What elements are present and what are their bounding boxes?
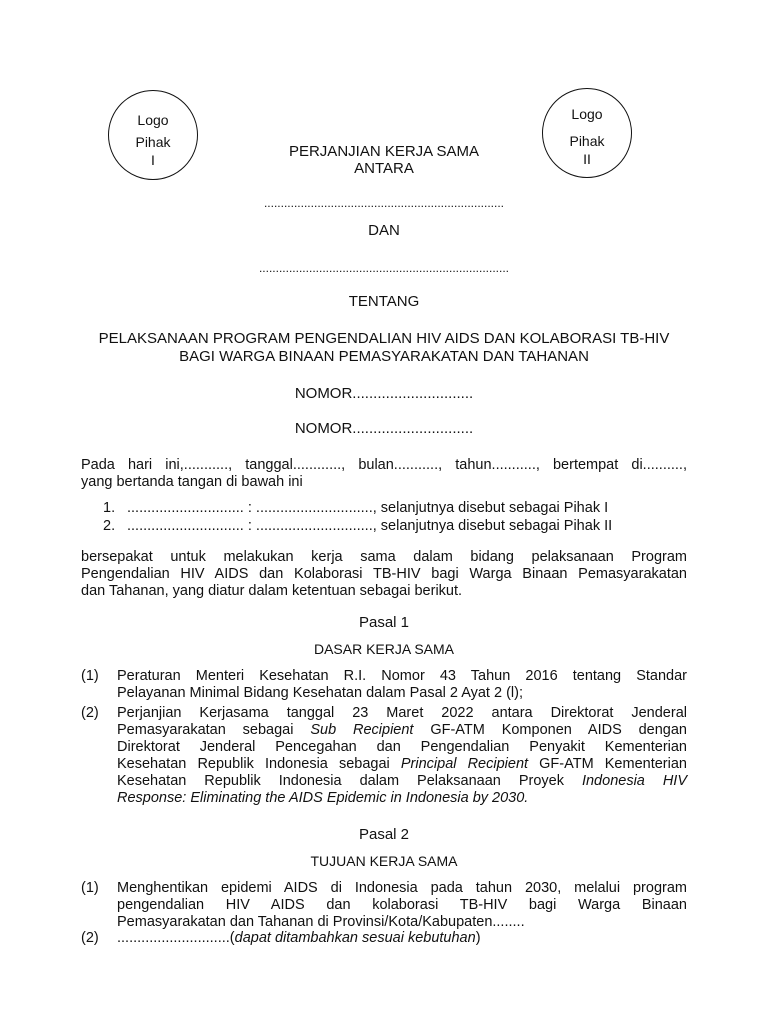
opening-line-1: Pada hari ini,..........., tanggal............, bulan..........., tahun..........., bertempat di..........,	[81, 457, 687, 473]
principal-recipient-term: Principal Recipient	[400, 756, 529, 772]
pasal-2-item-1-line-3: Pemasyarakatan dan Tahanan di Provinsi/Kota/Kabupaten........	[117, 914, 525, 930]
pasal-1-item-2-line-2	[117, 722, 687, 739]
pasal-1-item-1-text	[117, 668, 687, 702]
logo-pihak-1	[108, 90, 198, 180]
pasal-1-item-2-text	[117, 705, 687, 807]
pasal-2-title: Pasal 2	[358, 826, 410, 843]
opening-line-2: yang bertanda tangan di bawah ini	[81, 474, 303, 490]
logo-pihak-2	[542, 88, 632, 178]
agreement-paragraph	[81, 549, 687, 600]
pasal-1-item-2-line-6: Response: Eliminating the AIDS Epidemic in Indonesia by 2030.	[117, 790, 529, 806]
pasal-2-item-1-number: (1)	[81, 880, 99, 896]
party-2-text: ............................. : ............................., selanjutnya disebut sebagai Pihak II	[127, 518, 613, 534]
pasal-1-item-2-line-5	[117, 773, 687, 790]
line-4-part-c: GF-ATM Kementerian	[528, 756, 687, 772]
agreement-line-2: Pengendalian HIV AIDS dan Kolaborasi TB-HIV bagi Warga Binaan Pemasyarakatan	[81, 566, 687, 582]
agreement-line-1: bersepakat untuk melakukan kerja sama dalam bidang pelaksanaan Program	[81, 549, 687, 565]
pasal-1-item-2-line-3: Direktorat Jenderal Pencegahan dan Pengendalian Penyakit Kementerian	[117, 739, 687, 755]
subject-heading	[0, 330, 768, 366]
pasal-1-item-1-line-1: Peraturan Menteri Kesehatan R.I. Nomor 43 Tahun 2016 tentang Standar	[117, 668, 687, 684]
opening-paragraph	[81, 457, 687, 491]
nomor-1: NOMOR.............................	[294, 385, 474, 402]
logo-pihak-2-line1: Logo	[571, 106, 603, 122]
pasal-2-heading: TUJUAN KERJA SAMA	[310, 853, 458, 869]
title-line-1: PERJANJIAN KERJA SAMA	[288, 143, 480, 160]
pasal-1-item-2-number: (2)	[81, 705, 99, 721]
sub-recipient-term: Sub Recipient	[310, 722, 414, 738]
project-name-part-1: Indonesia HIV	[581, 773, 688, 789]
party-2-placeholder: ...........................................................................	[258, 261, 510, 275]
pasal-1-item-2-line-1: Perjanjian Kerjasama tanggal 23 Maret 2022 antara Direktorat Jenderal	[117, 705, 687, 721]
logo-pihak-2-line3: II	[583, 151, 591, 167]
line-2-part-a: Pemasyarakatan sebagai	[117, 722, 311, 738]
line-5-part-a: Kesehatan Republik Indonesia dalam Pelaksanaan Proyek	[117, 773, 582, 789]
pasal-1-title: Pasal 1	[358, 614, 410, 631]
pasal-1-heading: DASAR KERJA SAMA	[313, 641, 455, 657]
logo-pihak-2-line2: Pihak	[569, 133, 605, 149]
pasal-2-item-1-text	[117, 880, 687, 931]
subject-line-1: PELAKSANAAN PROGRAM PENGENDALIAN HIV AIDS DAN KOLABORASI TB-HIV	[98, 330, 670, 347]
item-2-placeholder: ............................(	[117, 930, 235, 946]
logo-pihak-1-line1: Logo	[137, 112, 169, 128]
party-1-number: 1.	[103, 500, 116, 516]
logo-pihak-1-line2: Pihak	[135, 134, 171, 150]
document-title	[254, 143, 514, 177]
party-1-text: ............................. : ............................., selanjutnya disebut sebagai Pihak I	[127, 500, 609, 516]
pasal-1-item-1-line-2: Pelayanan Minimal Bidang Kesehatan dalam Pasal 2 Ayat 2 (l);	[117, 685, 523, 701]
pasal-2-item-1-line-2: pengendalian HIV AIDS dan kolaborasi TB-HIV bagi Warga Binaan	[117, 897, 687, 913]
pasal-2-item-1-line-1: Menghentikan epidemi AIDS di Indonesia pada tahun 2030, melalui program	[117, 880, 687, 896]
item-2-note: dapat ditambahkan sesuai kebutuhan	[234, 930, 476, 946]
pasal-2-item-2-number: (2)	[81, 930, 99, 946]
subject-line-2: BAGI WARGA BINAAN PEMASYARAKATAN DAN TAHANAN	[179, 348, 589, 365]
nomor-2: NOMOR.............................	[294, 420, 474, 437]
title-line-2: ANTARA	[354, 160, 414, 177]
item-2-close-paren: )	[475, 930, 481, 946]
party-1-placeholder: ........................................................................	[263, 196, 505, 210]
logo-pihak-1-line3: I	[151, 152, 155, 168]
pasal-2-item-2-text	[117, 930, 481, 947]
line-4-part-a: Kesehatan Republik Indonesia sebagai	[117, 756, 401, 772]
tentang-label: TENTANG	[348, 293, 420, 310]
party-2-number: 2.	[103, 518, 116, 534]
pasal-1-item-2-line-4	[117, 756, 687, 773]
line-2-part-c: GF-ATM Komponen AIDS dengan	[413, 722, 687, 738]
pasal-1-item-1-number: (1)	[81, 668, 99, 684]
agreement-line-3: dan Tahanan, yang diatur dalam ketentuan sebagai berikut.	[81, 583, 463, 599]
dan-label: DAN	[368, 222, 400, 239]
